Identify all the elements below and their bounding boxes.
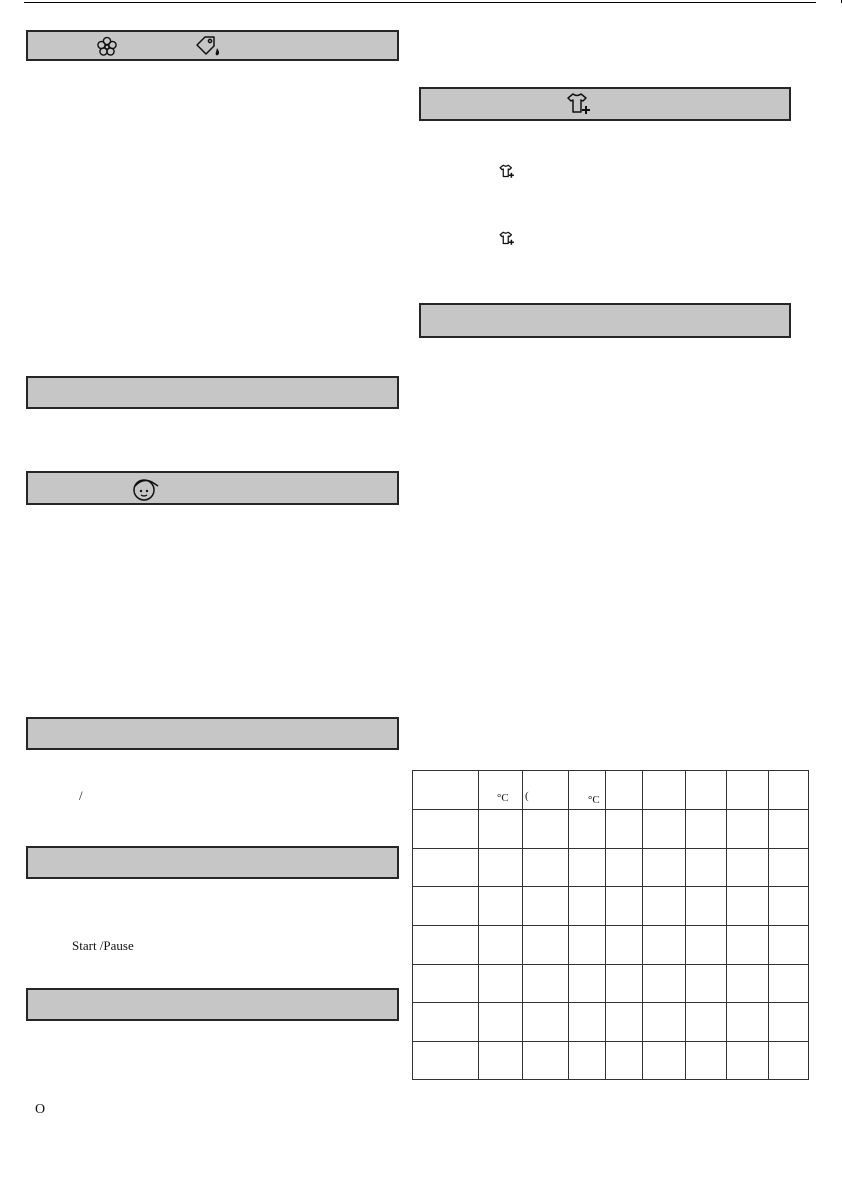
section-header-bar-2 xyxy=(26,376,399,409)
table-row-line xyxy=(413,1041,808,1042)
table-row-line xyxy=(413,925,808,926)
table-header-paren: ( xyxy=(525,790,529,802)
section-header-bar-child-lock xyxy=(26,471,399,505)
shirt-refresh-icon xyxy=(498,231,516,246)
table-row-line xyxy=(413,848,808,849)
price-tag-icon xyxy=(192,35,222,59)
table-row-line xyxy=(413,886,808,887)
section-header-bar-right-2 xyxy=(419,303,791,338)
table-row-line xyxy=(413,809,808,810)
slash-text: / xyxy=(79,788,83,803)
table-header-temp-2: °C xyxy=(588,794,600,806)
shirt-refresh-icon xyxy=(565,92,593,116)
flower-icon xyxy=(96,36,118,57)
shirt-refresh-icon xyxy=(498,164,516,179)
start-pause-text: Start /Pause xyxy=(72,938,134,953)
section-header-bar-shirt xyxy=(419,87,791,121)
section-header-bar-6 xyxy=(26,988,399,1021)
section-header-bar-5 xyxy=(26,846,399,879)
top-rule xyxy=(24,2,816,3)
table-row-line xyxy=(413,964,808,965)
section-header-bar-options xyxy=(26,30,399,61)
child-lock-face-icon xyxy=(131,476,159,502)
footer-letter: O xyxy=(35,1102,46,1117)
program-table xyxy=(412,770,809,1080)
table-row-line xyxy=(413,1002,808,1003)
section-header-bar-4 xyxy=(26,717,399,750)
table-header-temp-1: °C xyxy=(497,792,509,804)
